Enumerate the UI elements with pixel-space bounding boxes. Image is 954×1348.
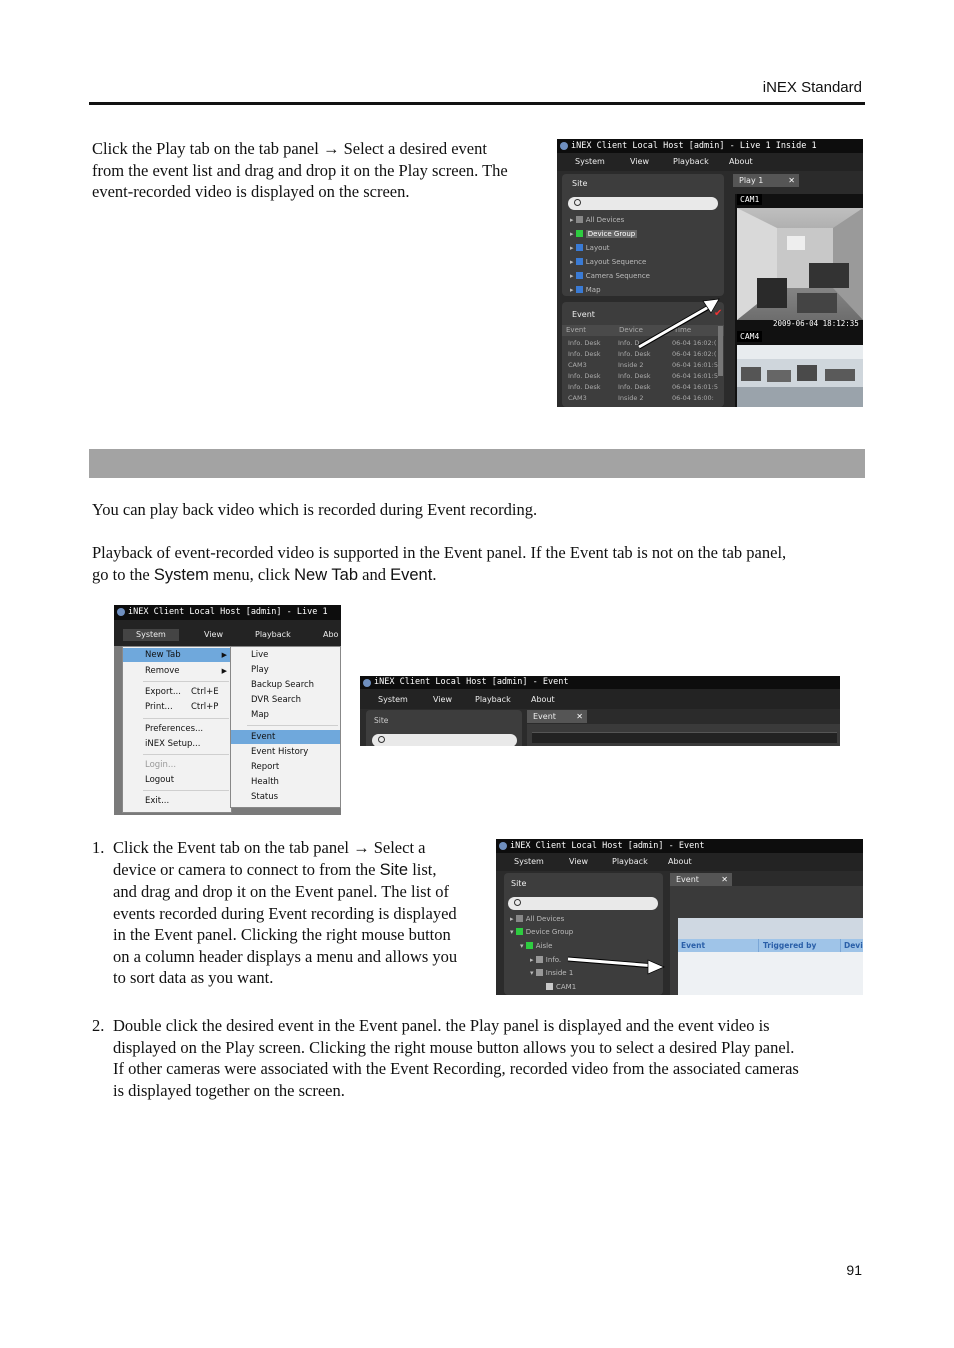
- camera-label-cam1: CAM1: [737, 194, 762, 205]
- event-table-header: [532, 732, 837, 743]
- event-label: Event: [572, 310, 595, 319]
- menu-item-new-tab[interactable]: New Tab ▶: [123, 648, 231, 662]
- step-1-text: Click the Event tab on the tab panel → Select a device or camera to connect to from the Site list, and drag and drop it on the Event panel. The list of events recorded during Event recording is displayed in the Event panel. Clicking the right mouse button on a column header displays a menu and allows you to sort data as you want.: [113, 838, 458, 987]
- menu-about[interactable]: About: [729, 157, 753, 166]
- menu-item-inex-setup[interactable]: iNEX Setup...: [145, 739, 201, 749]
- column-header-event[interactable]: Event: [566, 326, 587, 334]
- event-panel: Event ✔ Event Device Time Info. Desk Info. D 06-04 16:02:( Info. Desk Info. Desk 06-04 16:02:( CAM3 Inside 2 06-04 16:01:5 Info. Desk Info. Desk 06-04 16:01:5 Info. Desk Info. Desk 06-04 16:01:5 CAM3 Inside 2 06-04 16:00:: [562, 302, 724, 407]
- step-1-number: 1.: [92, 838, 105, 857]
- menu-about[interactable]: Abo: [323, 630, 339, 639]
- submenu-item-map[interactable]: Map: [251, 710, 269, 720]
- tree-item[interactable]: ▸ Layout Sequence: [570, 258, 647, 266]
- menu-separator: [143, 681, 229, 682]
- section-paragraph-2: Playback of event-recorded video is supported in the Event panel. If the Event tab is not on the tab panel, go to the System menu, click New Tab and Event.: [92, 543, 787, 584]
- menu-system[interactable]: System: [514, 857, 544, 866]
- site-panel: [366, 710, 522, 746]
- close-icon[interactable]: ✕: [576, 712, 583, 721]
- menu-item-login: Login...: [145, 760, 177, 770]
- menu-bar: [360, 689, 840, 709]
- menu-item-remove[interactable]: Remove ▶: [145, 666, 227, 676]
- menu-item-logout[interactable]: Logout: [145, 775, 175, 785]
- tab-event[interactable]: Event ✕: [670, 873, 732, 886]
- menu-view[interactable]: View: [433, 695, 452, 704]
- submenu-item-backup-search[interactable]: Backup Search: [251, 680, 315, 690]
- tree-item[interactable]: ▸ All Devices: [510, 915, 565, 923]
- menu-item-preferences[interactable]: Preferences...: [145, 724, 204, 734]
- tree-item[interactable]: ▾ Device Group: [510, 928, 574, 936]
- submenu-item-status[interactable]: Status: [251, 792, 279, 802]
- intro-line: event-recorded video is displayed on the screen.: [92, 182, 410, 201]
- section-paragraph-1: You can play back video which is recorded during Event recording.: [92, 500, 538, 519]
- app-logo-icon: [117, 608, 125, 616]
- document-header: iNEX Standard: [762, 79, 862, 96]
- intro-line: Click the Play tab on the tab panel → Select a desired event: [92, 139, 487, 158]
- submenu-item-report[interactable]: Report: [251, 762, 280, 772]
- column-header-event[interactable]: Event: [681, 941, 706, 950]
- menu-item-exit[interactable]: Exit...: [145, 796, 170, 806]
- tab-event[interactable]: Event ✕: [527, 710, 587, 723]
- menu-playback[interactable]: Playback: [475, 695, 511, 704]
- tree-item[interactable]: ▸ Layout: [570, 244, 610, 252]
- menu-separator: [143, 754, 229, 755]
- column-header-triggered-by[interactable]: Triggered by: [763, 941, 817, 950]
- keyword-event: Event: [390, 565, 433, 584]
- submenu-item-play[interactable]: Play: [251, 665, 269, 675]
- column-header-device[interactable]: Devi: [844, 941, 863, 950]
- window-titlebar: iNEX Client Local Host [admin] - Event: [496, 839, 863, 853]
- intro-line: from the event list and drag and drop it on the Play screen. The: [92, 160, 508, 180]
- menu-item-export[interactable]: Export... Ctrl+E: [145, 687, 219, 697]
- site-label: Site: [374, 716, 389, 725]
- column-header-device[interactable]: Device: [619, 326, 643, 334]
- step-2-number: 2.: [92, 1016, 105, 1035]
- header-rule: [89, 102, 865, 105]
- new-tab-submenu: [230, 646, 341, 808]
- submenu-item-live[interactable]: Live: [251, 650, 269, 660]
- site-label: Site: [572, 179, 588, 188]
- menu-playback[interactable]: Playback: [255, 630, 291, 639]
- menu-system[interactable]: System: [575, 157, 605, 166]
- system-menu: [122, 646, 232, 813]
- menu-separator: [247, 725, 338, 726]
- menu-bar: [114, 620, 341, 646]
- event-panel-area: [527, 724, 840, 746]
- tree-item[interactable]: ▾ Aisle: [520, 942, 553, 950]
- intro-paragraph: [92, 138, 542, 203]
- checkmark-icon: ✔: [714, 308, 723, 319]
- menu-system[interactable]: System: [378, 695, 408, 704]
- submenu-item-dvr-search[interactable]: DVR Search: [251, 695, 302, 705]
- site-search-input[interactable]: [372, 734, 517, 746]
- menu-separator: [143, 790, 229, 791]
- keyword-site: Site: [379, 860, 409, 879]
- window-titlebar: iNEX Client Local Host [admin] - Event: [360, 676, 840, 689]
- tree-item[interactable]: CAM1: [546, 983, 576, 991]
- submenu-arrow-icon: ▶: [221, 651, 227, 659]
- menu-view[interactable]: View: [569, 857, 588, 866]
- event-panel-screenshot: [496, 839, 863, 995]
- drag-arrow-icon: [496, 839, 863, 995]
- menu-about[interactable]: About: [668, 857, 692, 866]
- window-titlebar: iNEX Client Local Host [admin] - Live 1 Inside 1: [557, 139, 863, 153]
- close-icon[interactable]: ✕: [721, 875, 728, 884]
- submenu-item-event-history[interactable]: Event History: [251, 747, 309, 757]
- menu-about[interactable]: About: [531, 695, 555, 704]
- column-header-time[interactable]: Time: [674, 326, 692, 334]
- page-number: 91: [846, 1262, 862, 1278]
- tree-item[interactable]: ▸ Device Group: [570, 230, 636, 238]
- play-tab-screenshot: [557, 139, 863, 407]
- section-heading-bar: [89, 449, 865, 478]
- system-menu-screenshot: [114, 605, 341, 815]
- tree-item[interactable]: ▸ Info.: [530, 956, 562, 964]
- menu-item-print[interactable]: Print... Ctrl+P: [145, 702, 219, 712]
- keyword-system: System: [153, 565, 209, 584]
- menu-view[interactable]: View: [204, 630, 223, 639]
- tree-item[interactable]: ▸ Map: [570, 286, 601, 294]
- menu-view[interactable]: View: [630, 157, 649, 166]
- app-logo-icon: [363, 679, 371, 687]
- submenu-item-event[interactable]: Event: [231, 730, 340, 744]
- tree-item[interactable]: ▾ Inside 1: [530, 969, 574, 977]
- menu-playback[interactable]: Playback: [673, 157, 709, 166]
- submenu-arrow-icon: ▶: [221, 667, 227, 675]
- menu-playback[interactable]: Playback: [612, 857, 648, 866]
- drag-arrow-icon: [557, 139, 863, 407]
- window-titlebar: iNEX Client Local Host [admin] - Live 1: [114, 605, 341, 620]
- close-icon[interactable]: ✕: [788, 176, 795, 185]
- tree-item[interactable]: ▸ Camera Sequence: [570, 272, 650, 280]
- tab-play[interactable]: Play 1 ✕: [733, 174, 799, 187]
- tree-item[interactable]: ▸ All Devices: [570, 216, 625, 224]
- submenu-item-health[interactable]: Health: [251, 777, 279, 787]
- camera-timestamp: 2009-06-04 18:12:35: [773, 319, 859, 328]
- menu-system[interactable]: System: [123, 629, 179, 641]
- search-icon: [378, 736, 385, 743]
- site-label: Site: [511, 879, 527, 888]
- keyword-new-tab: New Tab: [294, 565, 359, 584]
- menu-separator: [143, 718, 229, 719]
- step-2-text: Double click the desired event in the Event panel. the Play panel is displayed and the event video is displayed on the Play screen. Clicking the right mouse button allows you to select a desired Play panel. If other cameras were associated with the Event Recording, recorded video from the associated cameras is displayed together on the screen.: [113, 1016, 799, 1100]
- event-tab-screenshot: [360, 676, 840, 746]
- camera-label-cam4: CAM4: [737, 331, 762, 342]
